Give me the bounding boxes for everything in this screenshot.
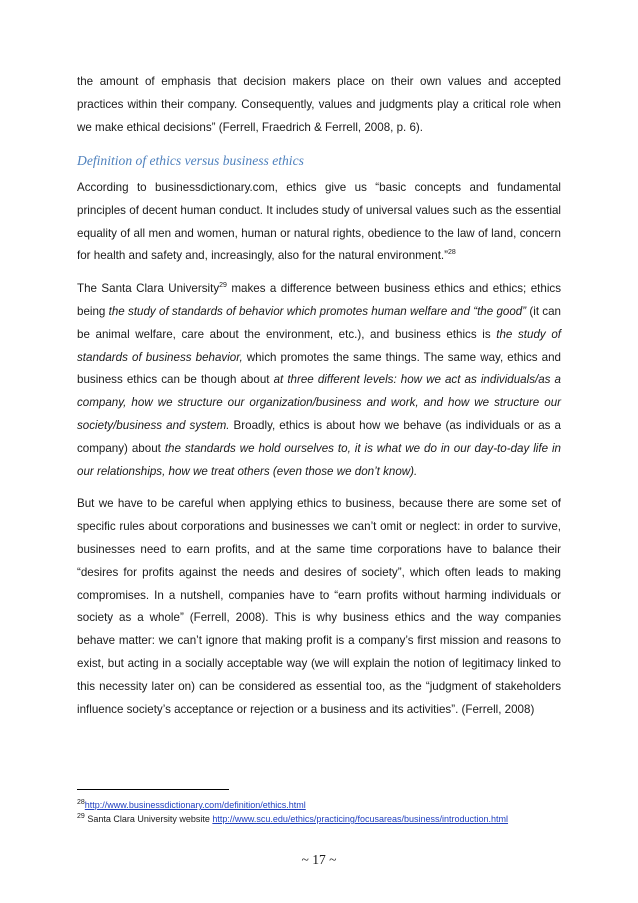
p3-d: (it can be animal welfare, care about the environment, etc.), and business ethics is bbox=[77, 304, 562, 341]
p3-e: the study of standards of business behavior, bbox=[77, 327, 561, 364]
p3-g: at three different levels: how we act as individuals/as a company, how we structure our organization/business and work, and how we structure our society/business and system. bbox=[77, 373, 561, 432]
footnotes bbox=[77, 798, 577, 826]
section-heading: Definition of ethics versus business ethics bbox=[77, 153, 304, 168]
paragraph-3 bbox=[77, 278, 561, 483]
page-number: ~ 17 ~ bbox=[301, 852, 337, 867]
p3-h: Broadly, ethics is about how we behave (as individuals or as a company) about bbox=[77, 418, 561, 455]
paragraph-4: But we have to be careful when applying ethics to business, because there are some set of specific rules about corporations and businesses we can’t omit or neglect: in order to survive, businesses need to earn profits, and at the same time corporations have to balance their “desires for profits against the needs and desires of society”, which often leads to making compromises. In a nutshell, companies have to “earn profits without harming individuals or society as a whole” (Ferrell, 2008). This is why business ethics and the way companies behave matter: we can’t ignore that making profit is a company’s first mission and reasons to exist, but acting in a socially acceptable way (we will explain the notion of legitimacy linked to this necessity later on) can be considered as essential too, as the “judgment of stakeholders influence society’s acceptance or rejection or a business and its activities”. (Ferrell, 2008) bbox=[77, 497, 561, 716]
body-section-2 bbox=[77, 177, 561, 731]
p3-a: The Santa Clara University bbox=[77, 282, 220, 296]
footnote-ref-29[interactable]: 29 bbox=[219, 282, 227, 290]
paragraph-1: the amount of emphasis that decision makers place on their own values and accepted practices within their company. Consequently, values and judgments play a critical role when we make ethical decisions” (Ferrell, Fraedrich & Ferrell, 2008, p. 6). bbox=[77, 75, 561, 134]
paragraph-2-text: According to businessdictionary.com, ethics give us “basic concepts and fundamental principles of decent human conduct. It includes study of universal values such as the essential equality of all men and women, human or natural rights, obedience to the law of land, concern for health and safety and, increasingly, also for the natural environment.” bbox=[77, 181, 561, 263]
body-section-1 bbox=[77, 71, 561, 149]
footnote-num: 28 bbox=[77, 799, 85, 806]
footnote-28 bbox=[77, 798, 577, 812]
footnote-prefix: Santa Clara University website bbox=[87, 814, 213, 824]
footnote-link-28[interactable]: http://www.businessdictionary.com/definition/ethics.html bbox=[84, 800, 306, 810]
footnote-divider bbox=[77, 789, 229, 790]
footnote-num: 29 bbox=[77, 813, 85, 820]
p3-f: which promotes the same things. The same way, ethics and business ethics can be though about bbox=[77, 350, 561, 387]
p3-i: the standards we hold ourselves to, it is what we do in our day-to-day life in our relationships, how we treat others (even those we don’t know). bbox=[77, 441, 562, 478]
footnote-ref-28[interactable]: 28 bbox=[448, 249, 456, 257]
paragraph-2 bbox=[77, 177, 561, 268]
footnote-link-29[interactable]: http://www.scu.edu/ethics/practicing/focusareas/business/introduction.html bbox=[212, 814, 509, 824]
p3-b: makes a difference between business ethics and ethics; ethics being bbox=[77, 282, 561, 318]
footnote-29 bbox=[77, 812, 577, 826]
p3-c: the study of standards of behavior which promotes human welfare and “the good” bbox=[108, 304, 527, 318]
